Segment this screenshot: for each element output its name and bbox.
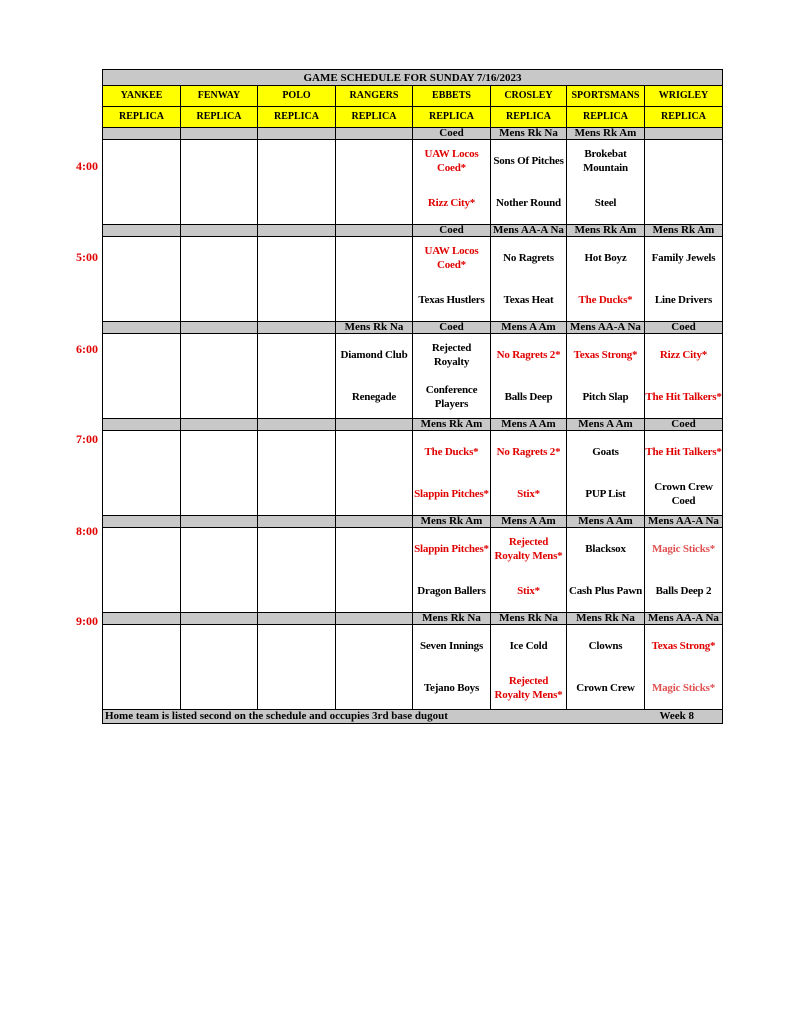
team-away bbox=[103, 625, 181, 668]
division-label bbox=[258, 419, 336, 431]
team-home: Magic Sticks* bbox=[645, 667, 723, 710]
time-slot-label: 8:00 bbox=[76, 524, 98, 538]
division-label: Mens A Am bbox=[491, 322, 567, 334]
team-away: Ice Cold bbox=[491, 625, 567, 668]
team-away bbox=[336, 625, 413, 668]
team-away: Family Jewels bbox=[645, 237, 723, 280]
field-header-polo: POLO bbox=[258, 86, 336, 107]
division-label: Mens Rk Na bbox=[413, 613, 491, 625]
team-home bbox=[181, 473, 258, 516]
team-home bbox=[336, 279, 413, 322]
team-home: Rizz City* bbox=[413, 182, 491, 225]
division-label: Mens Rk Am bbox=[645, 225, 723, 237]
team-home: Stix* bbox=[491, 570, 567, 613]
team-home bbox=[181, 182, 258, 225]
team-away: Hot Boyz bbox=[567, 237, 645, 280]
team-away bbox=[258, 528, 336, 571]
time-slot-label: 7:00 bbox=[76, 432, 98, 446]
time-slot-label: 4:00 bbox=[76, 159, 98, 173]
team-home bbox=[258, 182, 336, 225]
team-away: UAW Locos Coed* bbox=[413, 237, 491, 280]
team-home: The Hit Talkers* bbox=[645, 376, 723, 419]
team-away bbox=[181, 625, 258, 668]
team-away bbox=[258, 140, 336, 183]
division-label: Mens A Am bbox=[567, 419, 645, 431]
team-home: Nother Round bbox=[491, 182, 567, 225]
team-home: Crown Crew Coed bbox=[645, 473, 723, 516]
team-home bbox=[336, 182, 413, 225]
field-subheader: REPLICA bbox=[103, 107, 181, 128]
division-label bbox=[181, 322, 258, 334]
division-label bbox=[103, 128, 181, 140]
division-label bbox=[181, 419, 258, 431]
team-away: No Ragrets bbox=[491, 237, 567, 280]
team-away: Texas Strong* bbox=[567, 334, 645, 377]
division-label: Coed bbox=[413, 322, 491, 334]
team-home: Conference Players bbox=[413, 376, 491, 419]
field-subheader: REPLICA bbox=[181, 107, 258, 128]
team-home: Balls Deep 2 bbox=[645, 570, 723, 613]
field-subheader: REPLICA bbox=[336, 107, 413, 128]
team-home: Cash Plus Pawn bbox=[567, 570, 645, 613]
field-subheader: REPLICA bbox=[413, 107, 491, 128]
division-label bbox=[103, 419, 181, 431]
team-home: Texas Heat bbox=[491, 279, 567, 322]
team-home bbox=[181, 570, 258, 613]
division-label: Coed bbox=[645, 419, 723, 431]
division-label bbox=[103, 322, 181, 334]
team-home bbox=[336, 667, 413, 710]
team-away bbox=[336, 431, 413, 474]
team-away bbox=[181, 140, 258, 183]
team-away bbox=[103, 237, 181, 280]
team-home bbox=[336, 570, 413, 613]
field-header-wrigley: WRIGLEY bbox=[645, 86, 723, 107]
team-away bbox=[258, 431, 336, 474]
time-slot-label: 6:00 bbox=[76, 342, 98, 356]
team-home: Dragon Ballers bbox=[413, 570, 491, 613]
footer-row bbox=[103, 710, 723, 724]
week-label: Week 8 bbox=[659, 710, 694, 722]
division-label: Mens A Am bbox=[567, 516, 645, 528]
division-label: Mens AA-A Na bbox=[645, 516, 723, 528]
team-away bbox=[336, 237, 413, 280]
field-header-rangers: RANGERS bbox=[336, 86, 413, 107]
team-away bbox=[103, 140, 181, 183]
division-label bbox=[181, 225, 258, 237]
field-subheader: REPLICA bbox=[645, 107, 723, 128]
team-away: Brokebat Mountain bbox=[567, 140, 645, 183]
team-home bbox=[103, 570, 181, 613]
team-away bbox=[103, 528, 181, 571]
division-label bbox=[258, 225, 336, 237]
division-label: Mens Rk Am bbox=[413, 419, 491, 431]
time-slot-label: 5:00 bbox=[76, 250, 98, 264]
division-label bbox=[336, 419, 413, 431]
footer-note: Home team is listed second on the schedule and occupies 3rd base dugout bbox=[105, 710, 448, 722]
field-header-sportsmans: SPORTSMANS bbox=[567, 86, 645, 107]
team-away: Clowns bbox=[567, 625, 645, 668]
team-away: Blacksox bbox=[567, 528, 645, 571]
team-home bbox=[258, 376, 336, 419]
team-away: Slappin Pitches* bbox=[413, 528, 491, 571]
team-away: UAW Locos Coed* bbox=[413, 140, 491, 183]
team-away: Rejected Royalty Mens* bbox=[491, 528, 567, 571]
field-header-crosley: CROSLEY bbox=[491, 86, 567, 107]
team-home: PUP List bbox=[567, 473, 645, 516]
team-away: No Ragrets 2* bbox=[491, 431, 567, 474]
team-home: Crown Crew bbox=[567, 667, 645, 710]
division-label bbox=[645, 128, 723, 140]
division-label bbox=[258, 128, 336, 140]
field-subheader: REPLICA bbox=[258, 107, 336, 128]
team-away bbox=[645, 140, 723, 183]
team-away bbox=[336, 528, 413, 571]
division-label bbox=[103, 613, 181, 625]
team-home bbox=[103, 279, 181, 322]
team-home: Steel bbox=[567, 182, 645, 225]
team-home: Renegade bbox=[336, 376, 413, 419]
division-label bbox=[103, 516, 181, 528]
division-label: Coed bbox=[645, 322, 723, 334]
team-away: Rejected Royalty bbox=[413, 334, 491, 377]
team-home bbox=[103, 473, 181, 516]
team-away: Seven Innings bbox=[413, 625, 491, 668]
division-label: Mens A Am bbox=[491, 516, 567, 528]
division-label bbox=[258, 322, 336, 334]
team-home bbox=[181, 667, 258, 710]
team-away bbox=[181, 334, 258, 377]
division-label: Mens AA-A Na bbox=[645, 613, 723, 625]
division-label: Mens A Am bbox=[491, 419, 567, 431]
division-label bbox=[336, 516, 413, 528]
team-home: Stix* bbox=[491, 473, 567, 516]
team-away: Sons Of Pitches bbox=[491, 140, 567, 183]
division-label: Mens AA-A Na bbox=[567, 322, 645, 334]
field-header-ebbets: EBBETS bbox=[413, 86, 491, 107]
team-home: Balls Deep bbox=[491, 376, 567, 419]
division-label bbox=[258, 613, 336, 625]
schedule-table bbox=[102, 69, 723, 724]
team-home bbox=[258, 473, 336, 516]
field-subheader: REPLICA bbox=[491, 107, 567, 128]
division-label bbox=[103, 225, 181, 237]
team-home bbox=[645, 182, 723, 225]
team-home bbox=[181, 279, 258, 322]
team-away bbox=[181, 237, 258, 280]
team-home: Texas Hustlers bbox=[413, 279, 491, 322]
team-home bbox=[336, 473, 413, 516]
page-title: GAME SCHEDULE FOR SUNDAY 7/16/2023 bbox=[103, 70, 723, 86]
team-home: Slappin Pitches* bbox=[413, 473, 491, 516]
team-away: The Hit Talkers* bbox=[645, 431, 723, 474]
team-home: Rejected Royalty Mens* bbox=[491, 667, 567, 710]
field-header-fenway: FENWAY bbox=[181, 86, 258, 107]
division-label: Coed bbox=[413, 225, 491, 237]
team-home: Tejano Boys bbox=[413, 667, 491, 710]
team-home: The Ducks* bbox=[567, 279, 645, 322]
division-label: Mens Rk Na bbox=[567, 613, 645, 625]
time-slot-label: 9:00 bbox=[76, 614, 98, 628]
team-away bbox=[336, 140, 413, 183]
team-away bbox=[258, 237, 336, 280]
team-away: The Ducks* bbox=[413, 431, 491, 474]
field-header-yankee: YANKEE bbox=[103, 86, 181, 107]
division-label: Coed bbox=[413, 128, 491, 140]
division-label bbox=[258, 516, 336, 528]
division-label bbox=[336, 613, 413, 625]
field-subheader: REPLICA bbox=[567, 107, 645, 128]
division-label bbox=[336, 225, 413, 237]
division-label bbox=[181, 516, 258, 528]
team-away bbox=[258, 625, 336, 668]
team-away bbox=[258, 334, 336, 377]
division-label: Mens Rk Am bbox=[413, 516, 491, 528]
team-home bbox=[258, 570, 336, 613]
team-home bbox=[258, 279, 336, 322]
division-label: Mens Rk Na bbox=[491, 128, 567, 140]
division-label bbox=[181, 613, 258, 625]
team-away bbox=[103, 334, 181, 377]
team-away: Magic Sticks* bbox=[645, 528, 723, 571]
division-label: Mens Rk Na bbox=[336, 322, 413, 334]
division-label bbox=[336, 128, 413, 140]
team-away bbox=[103, 431, 181, 474]
team-away: Goats bbox=[567, 431, 645, 474]
team-away bbox=[181, 431, 258, 474]
team-away: Diamond Club bbox=[336, 334, 413, 377]
team-home bbox=[103, 376, 181, 419]
team-home: Line Drivers bbox=[645, 279, 723, 322]
division-label: Mens Rk Am bbox=[567, 225, 645, 237]
team-away: Rizz City* bbox=[645, 334, 723, 377]
division-label: Mens Rk Am bbox=[567, 128, 645, 140]
team-home bbox=[103, 667, 181, 710]
division-label: Mens Rk Na bbox=[491, 613, 567, 625]
team-home bbox=[258, 667, 336, 710]
team-home: Pitch Slap bbox=[567, 376, 645, 419]
team-home bbox=[181, 376, 258, 419]
division-label bbox=[181, 128, 258, 140]
team-away: Texas Strong* bbox=[645, 625, 723, 668]
division-label: Mens AA-A Na bbox=[491, 225, 567, 237]
team-away: No Ragrets 2* bbox=[491, 334, 567, 377]
team-home bbox=[103, 182, 181, 225]
team-away bbox=[181, 528, 258, 571]
